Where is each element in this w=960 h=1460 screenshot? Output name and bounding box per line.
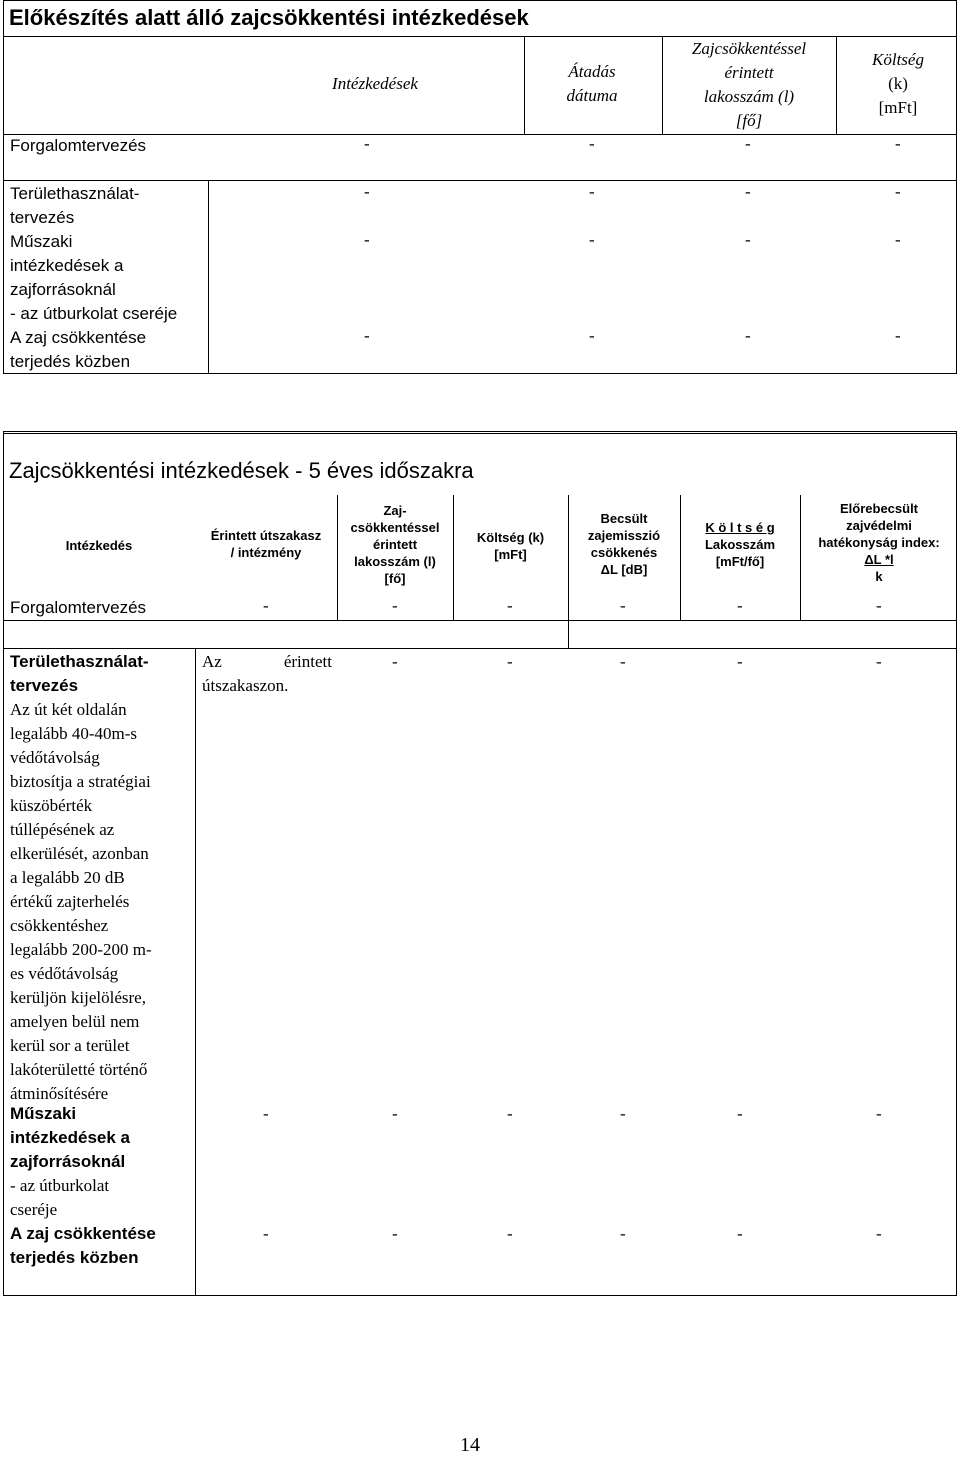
table2-row-muszaki-v1: -: [263, 1104, 269, 1123]
table2-row-muszaki-v2: -: [392, 1104, 398, 1123]
table2-row-zaj-label: A zaj csökkentése terjedés közben: [10, 1224, 156, 1267]
table1-row-zaj-label: A zaj csökkentése terjedés közben: [10, 328, 147, 371]
table2-row-muszaki-cell: Műszaki intézkedések a zajforrásoknál - az útburkolat cseréje: [10, 1104, 131, 1219]
table2-row-terulet-v5: -: [876, 652, 882, 671]
page-number: 14: [460, 1434, 480, 1456]
table1-row-forgalom-v1: -: [364, 134, 370, 153]
table2-top-rule: [3, 433, 957, 434]
table1-row-muszaki-v4: -: [895, 230, 901, 249]
table2-row-forgalom-v3: -: [507, 596, 513, 615]
table2-header-cost-per-pop: K ö l t s é g Lakosszám [mFt/fő]: [704, 520, 776, 569]
table1-row-terulet-v3: -: [745, 182, 751, 201]
table2-row-zaj-v6: -: [876, 1224, 882, 1243]
table2-row-terulet-cell: Területhasználat- tervezés Az út két oldalán legalább 40-40m-s védőtávolság biztosítja a stratégiai küszöbérték túllépésének az elkerülését, azonban a legalább 20 dB értékű zajterhelés csökkentéshez legalább 200-200 m- es védőtávolság kerüljön kijelölésre, amelyen belül nem kerül sor a terület lakóterületté történő átminősítésére: [10, 652, 152, 1103]
table1-header-measures: Intézkedések: [332, 74, 418, 93]
table1-row-zaj-v4: -: [895, 326, 901, 345]
table1-row-terulet-label: Területhasználat- tervezés: [10, 184, 140, 227]
table2-row-forgalom-v2: -: [392, 596, 398, 615]
table2-header-efficiency: Előrebecsült zajvédelmi hatékonyság index: ΔL *l k: [818, 501, 940, 584]
table1-row-muszaki-v1: -: [364, 230, 370, 249]
table2-header-cost: Költség (k) [mFt]: [476, 530, 545, 562]
table1-row-muszaki-v3: -: [745, 230, 751, 249]
table2-header-population: Zaj- csökkentéssel érintett lakosszám (l) [fő]: [350, 503, 440, 586]
table2-row-forgalom-v6: -: [876, 596, 882, 615]
table1-row-zaj-v2: -: [589, 326, 595, 345]
table2-row-terulet-v2: -: [507, 652, 513, 671]
table2-row-forgalom-label: Forgalomtervezés: [10, 598, 147, 617]
table2-header-measure: Intézkedés: [65, 538, 133, 553]
table1-row-terulet-v2: -: [589, 182, 595, 201]
table1-header-population: Zajcsökkentéssel érintett lakosszám (l) [fő]: [691, 39, 807, 130]
table1-row-terulet-v1: -: [364, 182, 370, 201]
table2-row-muszaki-v6: -: [876, 1104, 882, 1123]
table1-row-rule: [3, 180, 957, 181]
table2-row-zaj-v2: -: [392, 1224, 398, 1243]
table2-row-forgalom-v1: -: [263, 596, 269, 615]
table2-forgalom-rule: [3, 620, 957, 621]
table1-row-forgalom-label: Forgalomtervezés: [10, 136, 147, 155]
table2-row-terulet-segment: Az érintett útszakaszon.: [202, 652, 332, 695]
table2-row-terulet-v1: -: [392, 652, 398, 671]
table1-row-muszaki-v2: -: [589, 230, 595, 249]
table1-col-rule-2: [524, 36, 525, 134]
table1-header-rule: [3, 134, 957, 135]
table1-header-date: Átadás dátuma: [566, 62, 618, 105]
table1-row-forgalom-v4: -: [895, 134, 901, 153]
table1-row-forgalom-v2: -: [589, 134, 595, 153]
table2-row-zaj-v4: -: [620, 1224, 626, 1243]
table2-col-rule-1: [195, 648, 196, 1296]
table2-row-forgalom-v5: -: [737, 596, 743, 615]
table1-col-rule-4: [836, 36, 837, 134]
table1-row-muszaki-label: Műszaki intézkedések a zajforrásoknál - az útburkolat cseréje: [10, 232, 178, 323]
table2-row-forgalom-v4: -: [620, 596, 626, 615]
table2-header-emission: Becsült zajemisszió csökkenés ΔL [dB]: [587, 511, 661, 577]
table2-row-zaj-v1: -: [263, 1224, 269, 1243]
table2-row-muszaki-v3: -: [507, 1104, 513, 1123]
table2-header-segment: Érintett útszakasz / intézmény: [210, 528, 322, 560]
table1-header-cost: Költség (k) [mFt]: [872, 50, 924, 117]
table2-row-muszaki-v5: -: [737, 1104, 743, 1123]
table1-row-forgalom-v3: -: [745, 134, 751, 153]
table2-row-terulet-v3: -: [620, 652, 626, 671]
table1-title: Előkészítés alatt álló zajcsökkentési intézkedések: [9, 5, 529, 30]
table1-col-rule-3: [662, 36, 663, 134]
table2-row-zaj-v3: -: [507, 1224, 513, 1243]
table1-row-terulet-v4: -: [895, 182, 901, 201]
table1-row-zaj-v3: -: [745, 326, 751, 345]
table2-row-zaj-v5: -: [737, 1224, 743, 1243]
table2-row-terulet-v4: -: [737, 652, 743, 671]
table1-col-rule-1: [208, 180, 209, 374]
table2-title: Zajcsökkentési intézkedések - 5 éves időszakra: [9, 458, 474, 483]
table2-row-muszaki-v4: -: [620, 1104, 626, 1123]
table1-row-zaj-v1: -: [364, 326, 370, 345]
table2-body-rule: [3, 648, 957, 649]
